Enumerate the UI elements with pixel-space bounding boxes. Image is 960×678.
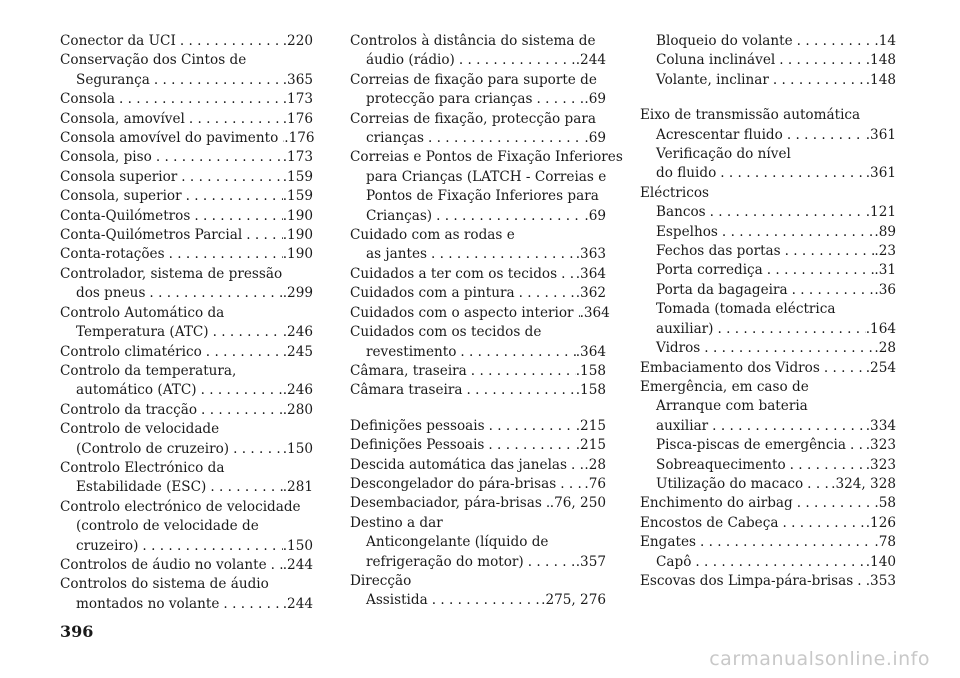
index-entry-term: Fechos das portas	[656, 243, 781, 260]
index-entry	[60, 245, 313, 264]
dot-leader	[219, 595, 282, 614]
index-heading: Pontos de Fixação Inferiores para	[366, 188, 599, 205]
index-entry-page: .31	[874, 262, 896, 279]
dot-leader	[432, 207, 584, 226]
index-entry	[350, 436, 606, 455]
index-entry-term: Escovas dos Limpa-pára-brisas	[640, 572, 854, 589]
index-entry	[60, 284, 313, 303]
index-entry-page: .158	[575, 362, 606, 379]
index-entry-page: .365	[282, 71, 313, 88]
index-entry-page: .324, 328	[831, 475, 896, 492]
index-entry	[640, 32, 896, 51]
index-entry-page: .334	[865, 417, 896, 434]
index-entry-term: Câmara traseira	[350, 382, 463, 399]
index-entry-page: .364	[575, 265, 606, 282]
index-entry	[60, 595, 313, 614]
dot-leader	[781, 242, 875, 261]
index-entry	[350, 417, 606, 436]
index-entry-page: .246	[282, 324, 313, 341]
index-entry-page: .215	[575, 437, 606, 454]
dot-leader	[775, 51, 866, 70]
dot-leader	[696, 533, 874, 552]
dot-leader	[718, 223, 874, 242]
dot-leader	[115, 90, 283, 109]
index-heading: Destino a dar	[350, 514, 443, 531]
index-entry	[60, 168, 313, 187]
index-entry-term: Crianças)	[366, 207, 433, 224]
index-entry-term: Capô	[656, 553, 692, 570]
index-entry	[350, 381, 606, 400]
index-entry-page: .323	[865, 437, 896, 454]
index-entry-term: Consola superior	[60, 168, 178, 185]
dot-leader	[820, 359, 866, 378]
dot-leader	[713, 320, 865, 339]
index-heading: Cuidados com os tecidos de	[350, 324, 542, 341]
index-entry	[350, 265, 606, 284]
index-entry-page: .89	[874, 223, 896, 240]
index-entry-page: .176	[282, 110, 313, 127]
index-entry-term: Pisca-piscas de emergência	[656, 437, 846, 454]
dot-leader	[793, 494, 875, 513]
index-entry	[640, 572, 896, 591]
dot-leader	[786, 456, 866, 475]
index-entry	[640, 494, 896, 513]
dot-leader	[182, 187, 283, 206]
index-entry-page: .363	[575, 246, 606, 263]
index-entry	[350, 304, 610, 323]
index-entry	[640, 223, 896, 242]
dot-leader	[165, 245, 283, 264]
index-entry	[640, 417, 896, 436]
index-entry-page: .173	[282, 91, 313, 108]
index-entry-term: protecção para crianças	[366, 91, 533, 108]
index-entry	[60, 323, 313, 342]
index-heading: Controlo da temperatura,	[60, 362, 237, 379]
index-entry-term: revestimento	[366, 343, 457, 360]
dot-leader	[209, 323, 283, 342]
dot-leader	[846, 436, 866, 455]
index-entry	[60, 226, 313, 245]
index-entry-page: .362	[575, 285, 606, 302]
index-heading: Emergência, em caso de	[640, 378, 809, 395]
index-entry-term: Câmara, traseira	[350, 362, 467, 379]
index-entry-page: .299	[282, 285, 313, 302]
index-entry-page: .164	[865, 320, 896, 337]
index-entry-page: .275, 276	[541, 592, 606, 609]
index-entry-term: Porta corrediça	[656, 262, 763, 279]
index-entry-term: Sobreaquecimento	[656, 456, 786, 473]
index-entry-page: .281	[282, 479, 313, 496]
index-entry-page: .76, 250	[549, 495, 606, 512]
section-gap	[640, 90, 896, 106]
index-entry	[640, 281, 896, 300]
index-heading: Eixo de transmissão automática	[640, 107, 861, 124]
index-entry-page: .190	[282, 246, 313, 263]
index-heading: Direcção	[350, 572, 412, 589]
index-entry	[60, 207, 313, 226]
index-entry	[350, 475, 606, 494]
dot-leader	[716, 164, 865, 183]
index-entry	[640, 475, 896, 494]
dot-leader	[152, 148, 283, 167]
index-entry	[640, 261, 896, 280]
index-heading: Tomada (tomada eléctrica	[656, 301, 836, 318]
index-heading: Controlos à distância do sistema de	[350, 33, 596, 49]
dot-leader	[700, 339, 874, 358]
index-heading: Cuidado com as rodas e	[350, 227, 515, 244]
index-entry-page: .246	[282, 382, 313, 399]
index-entry-page: .14	[874, 33, 896, 49]
index-entry	[640, 71, 896, 90]
index-entry-term: Volante, inclinar	[656, 71, 769, 88]
index-entry	[640, 203, 896, 222]
dot-leader	[455, 51, 576, 70]
index-entry	[60, 32, 313, 51]
index-entry-page: .176	[284, 130, 315, 147]
index-entry-page: .126	[865, 514, 896, 531]
index-entry-term: Descida automática das janelas	[350, 456, 568, 473]
dot-leader	[150, 71, 283, 90]
index-entry-page: .148	[865, 52, 896, 69]
index-entry	[640, 320, 896, 339]
dot-leader	[567, 456, 584, 475]
index-entry-page: .69	[584, 207, 606, 224]
index-entry-term: refrigeração do motor)	[366, 553, 524, 570]
dot-leader	[532, 90, 584, 109]
index-entry-page: .69	[584, 130, 606, 147]
watermark-text: carmanualsonline.info	[709, 648, 930, 670]
dot-leader	[557, 265, 576, 284]
index-entry-page: .158	[575, 382, 606, 399]
index-entry-term: Definições pessoais	[350, 417, 485, 434]
index-entry-page: .357	[575, 553, 606, 570]
index-entry-term: Conta-Quilómetros	[60, 207, 191, 224]
index-entry-page: .150	[282, 440, 313, 457]
index-entry-term: Embaciamento dos Vidros	[640, 359, 820, 376]
index-entry-page: .173	[282, 149, 313, 166]
index-entry-term: Estabilidade (ESC)	[76, 479, 207, 496]
index-entry-page: .28	[874, 340, 896, 357]
index-entry-term: Engates	[640, 534, 696, 551]
dot-leader	[206, 478, 282, 497]
index-entry-term: Utilização do macaco	[656, 475, 804, 492]
page-number: 396	[60, 622, 94, 641]
index-entry-term: Coluna inclinável	[656, 52, 776, 69]
index-entry-page: .148	[865, 71, 896, 88]
index-entry-term: Controlo da tracção	[60, 401, 198, 418]
index-entry-term: Consola amovível do pavimento	[60, 130, 279, 147]
index-entry	[350, 90, 606, 109]
index-entry-page: .190	[282, 227, 313, 244]
index-entry-term: Assistida	[366, 592, 428, 609]
index-entry	[60, 187, 313, 206]
index-entry-page: .364	[575, 343, 606, 360]
index-entry-term: Bloqueio do volante	[656, 33, 793, 49]
index-entry-page: .220	[282, 33, 313, 49]
index-entry	[640, 553, 896, 572]
index-heading: Eléctricos	[640, 184, 710, 201]
index-entry-term: Acrescentar fluido	[656, 126, 783, 143]
dot-leader	[185, 110, 283, 129]
index-entry-term: Descongelador do pára-brisas	[350, 475, 557, 492]
dot-leader	[556, 475, 584, 494]
index-entry-page: .58	[874, 495, 896, 512]
index-entry-page: .36	[874, 281, 896, 298]
index-entry-term: (Controlo de cruzeiro)	[76, 440, 230, 457]
index-entry	[640, 164, 896, 183]
index-heading: Correias de fixação, protecção para	[350, 110, 596, 127]
index-entry-term: do fluido	[656, 165, 717, 182]
index-entry-page: .254	[865, 359, 896, 376]
index-entry-page: .215	[575, 417, 606, 434]
dot-leader	[197, 381, 283, 400]
index-entry	[350, 245, 606, 264]
index-entry-page: .76	[584, 475, 606, 492]
index-entry-term: crianças	[366, 130, 425, 147]
index-entry-page: .244	[282, 556, 313, 573]
index-entry-term: automático (ATC)	[76, 382, 197, 399]
dot-leader	[524, 553, 576, 572]
index-entry-page: .121	[865, 204, 896, 221]
index-entry-term: auxiliar	[656, 417, 709, 434]
index-entry	[60, 381, 313, 400]
index-entry-page: .140	[865, 553, 896, 570]
index-entry-page: .159	[282, 188, 313, 205]
index-entry	[640, 436, 896, 455]
index-entry-term: Cuidados a ter com os tecidos	[350, 265, 558, 282]
index-column-3	[640, 32, 896, 591]
dot-leader	[485, 417, 576, 436]
index-entry	[350, 284, 606, 303]
dot-leader	[783, 126, 866, 145]
index-entry	[350, 591, 606, 610]
index-entry	[60, 556, 313, 575]
index-entry-page: .323	[865, 456, 896, 473]
index-entry-page: .69	[584, 91, 606, 108]
index-heading: Anticongelante (líquido de	[366, 534, 549, 551]
index-heading: Controlo Automático da	[60, 304, 225, 321]
index-entry	[60, 71, 313, 90]
index-entry-term: Consola, piso	[60, 149, 152, 166]
section-gap	[350, 401, 606, 417]
index-entry	[640, 242, 896, 261]
index-entry-term: Conta-rotações	[60, 246, 165, 263]
index-entry-term: Espelhos	[656, 223, 718, 240]
index-entry-page: .159	[282, 168, 313, 185]
dot-leader	[202, 343, 283, 362]
index-heading: Verificação do nível	[656, 146, 791, 163]
index-heading: Correias de fixação para suporte de	[350, 71, 597, 88]
index-entry-term: Cuidados com a pintura	[350, 285, 515, 302]
index-entry-term: Vidros	[656, 340, 701, 357]
index-heading: Controlo Electrónico da	[60, 459, 225, 476]
index-entry-page: .361	[865, 165, 896, 182]
index-entry-page: .28	[584, 456, 606, 473]
index-entry	[60, 90, 313, 109]
dot-leader	[176, 32, 283, 51]
dot-leader	[853, 572, 865, 591]
index-heading: Controlo de velocidade	[60, 421, 220, 438]
index-entry-term: Controlo climatérico	[60, 343, 202, 360]
index-heading: Controlador, sistema de pressão	[60, 265, 283, 282]
index-entry	[350, 207, 606, 226]
index-entry-term: Segurança	[76, 71, 150, 88]
index-entry	[60, 148, 313, 167]
index-entry-term: as jantes	[366, 246, 427, 263]
index-entry-term: Controlos de áudio no volante	[60, 556, 267, 573]
dot-leader	[467, 362, 576, 381]
index-entry-page: .78	[874, 534, 896, 551]
index-entry	[60, 440, 313, 459]
index-entry-term: Enchimento do airbag	[640, 495, 793, 512]
dot-leader	[229, 440, 283, 459]
index-heading: (controlo de velocidade de	[76, 518, 259, 535]
index-entry	[640, 514, 896, 533]
index-column-1	[60, 32, 313, 614]
dot-leader	[542, 494, 550, 513]
index-entry-page: .244	[282, 595, 313, 612]
index-entry-term: Desembaciador, pára-brisas	[350, 495, 542, 512]
index-entry	[350, 362, 606, 381]
dot-leader	[267, 556, 283, 575]
index-entry-term: áudio (rádio)	[366, 52, 455, 69]
index-heading: Conservação dos Cintos de	[60, 52, 247, 69]
index-entry-page: .361	[865, 126, 896, 143]
dot-leader	[769, 71, 866, 90]
index-entry-term: Bancos	[656, 204, 706, 221]
index-entry-page: .190	[282, 207, 313, 224]
index-entry	[350, 51, 606, 70]
index-entry	[60, 110, 313, 129]
index-entry-page: .364	[579, 304, 610, 321]
dot-leader	[763, 261, 875, 280]
index-entry	[350, 553, 606, 572]
index-entry	[640, 456, 896, 475]
dot-leader	[424, 129, 584, 148]
index-entry-term: Cuidados com o aspecto interior	[350, 304, 574, 321]
dot-leader	[788, 281, 875, 300]
index-entry-term: cruzeiro)	[76, 537, 139, 554]
dot-leader	[462, 381, 575, 400]
dot-leader	[484, 436, 575, 455]
dot-leader	[242, 226, 283, 245]
dot-leader	[706, 203, 866, 222]
index-heading: Controlo electrónico de velocidade	[60, 498, 301, 515]
index-entry-term: Definições Pessoais	[350, 437, 485, 454]
index-entry	[60, 478, 313, 497]
index-entry-term: Encostos de Cabeça	[640, 514, 779, 531]
index-entry	[640, 533, 896, 552]
index-entry	[60, 537, 313, 556]
index-column-2	[350, 32, 623, 611]
index-entry	[640, 51, 896, 70]
index-entry	[60, 129, 313, 148]
dot-leader	[708, 417, 866, 436]
index-entry-term: montados no volante	[76, 595, 220, 612]
index-entry	[350, 343, 606, 362]
dot-leader	[177, 168, 282, 187]
index-entry-page: .353	[865, 572, 896, 589]
dot-leader	[803, 475, 831, 494]
dot-leader	[515, 284, 576, 303]
index-entry	[350, 456, 606, 475]
index-entry-page: .280	[282, 401, 313, 418]
index-entry	[640, 359, 896, 378]
index-entry-term: Consola	[60, 91, 115, 108]
index-heading: Controlos do sistema de áudio	[60, 576, 269, 593]
index-entry-page: .23	[874, 243, 896, 260]
index-entry	[60, 401, 313, 420]
index-entry-term: auxiliar)	[656, 320, 714, 337]
index-entry-term: Consola, superior	[60, 188, 182, 205]
index-entry	[640, 126, 896, 145]
index-entry-term: Conector da UCI	[60, 33, 176, 49]
index-entry	[640, 339, 896, 358]
index-entry-term: Porta da bagageira	[656, 281, 788, 298]
dot-leader	[190, 207, 282, 226]
dot-leader	[427, 245, 576, 264]
dot-leader	[456, 343, 575, 362]
index-entry	[60, 343, 313, 362]
dot-leader	[778, 514, 865, 533]
dot-leader	[145, 284, 282, 303]
index-entry-term: Consola, amovível	[60, 110, 185, 127]
index-heading: para Crianças (LATCH - Correias e	[366, 168, 607, 185]
dot-leader	[691, 553, 865, 572]
index-entry-page: .245	[282, 343, 313, 360]
index-entry	[350, 129, 606, 148]
index-entry	[350, 494, 606, 513]
dot-leader	[138, 537, 282, 556]
index-heading: Correias e Pontos de Fixação Inferiores	[350, 149, 623, 166]
dot-leader	[793, 32, 875, 51]
index-heading: Arranque com bateria	[656, 398, 808, 415]
index-entry-term: Temperatura (ATC)	[76, 324, 209, 341]
dot-leader	[197, 401, 283, 420]
index-entry-page: .244	[575, 52, 606, 69]
index-entry-term: dos pneus	[76, 285, 146, 302]
index-entry-page: .150	[282, 537, 313, 554]
index-entry-term: Conta-Quilómetros Parcial	[60, 227, 243, 244]
dot-leader	[428, 591, 541, 610]
